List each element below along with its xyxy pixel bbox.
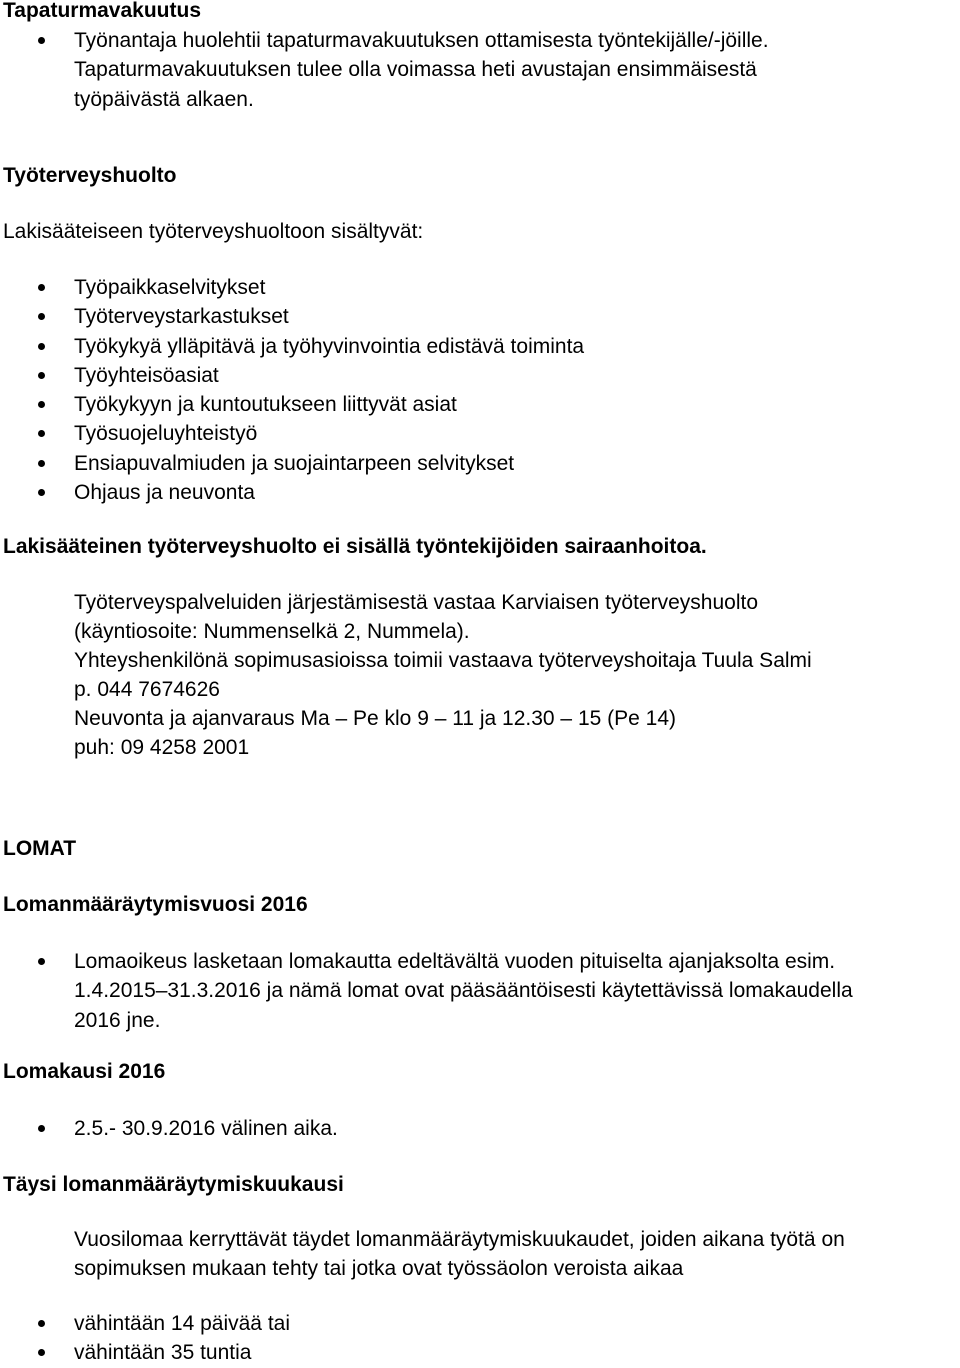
list-item xyxy=(0,302,584,331)
bullet-icon xyxy=(38,343,45,350)
list-item xyxy=(0,478,584,507)
bullet-icon xyxy=(38,1349,45,1356)
paragraph-line: Vuosilomaa kerryttävät täydet lomanmääräytymiskuukaudet, joiden aikana työtä on xyxy=(74,1228,845,1251)
list-item-text: vähintään 14 päivää tai xyxy=(74,1312,290,1335)
subheading-taysi-lomanmaaraytymiskuukausi: Täysi lomanmääräytymiskuukausi xyxy=(3,1173,344,1196)
list-item-line: Lomaoikeus lasketaan lomakautta edeltävältä vuoden pituiselta ajanjaksolta esim. xyxy=(74,950,836,973)
list-item xyxy=(0,419,584,448)
bullet-icon xyxy=(38,430,45,437)
list-item xyxy=(0,449,584,478)
list-item-line: Tapaturmavakuutuksen tulee olla voimassa heti avustajan ensimmäisestä xyxy=(74,58,757,82)
maaraytymisvuosi-list xyxy=(0,947,853,1035)
taysi-list xyxy=(0,1309,290,1368)
list-item-text: vähintään 35 tuntia xyxy=(74,1341,252,1365)
list-item xyxy=(0,1338,290,1367)
list-item-text: Työpaikkaselvitykset xyxy=(74,276,266,299)
contact-line: p. 044 7674626 xyxy=(74,678,220,701)
list-item xyxy=(0,273,584,302)
intro-text: Lakisääteiseen työterveyshuoltoon sisältyvät: xyxy=(3,220,424,243)
list-item xyxy=(0,361,584,390)
bullet-icon xyxy=(38,372,45,379)
bullet-icon xyxy=(38,313,45,320)
bullet-icon xyxy=(38,37,45,44)
tapaturma-list xyxy=(0,26,769,114)
list-item-text: Työkykyyn ja kuntoutukseen liittyvät asiat xyxy=(74,393,457,417)
list-item-line: Työnantaja huolehtii tapaturmavakuutuksen ottamisesta työntekijälle/-jöille. xyxy=(74,29,769,52)
list-item-line: 2016 jne. xyxy=(74,1008,161,1032)
bullet-icon xyxy=(38,1125,45,1132)
list-item-text: Ensiapuvalmiuden ja suojaintarpeen selvitykset xyxy=(74,451,515,475)
paragraph-line: sopimuksen mukaan tehty tai jotka ovat työssäolon veroista aikaa xyxy=(74,1257,684,1280)
section-heading-lomat: LOMAT xyxy=(3,837,77,860)
bullet-icon xyxy=(38,284,45,291)
lomakausi-list xyxy=(0,1114,338,1143)
subheading-lomanmaaraytymisvuosi: Lomanmääräytymisvuosi 2016 xyxy=(3,893,308,916)
list-item xyxy=(0,390,584,419)
list-item-text: Työkykyä ylläpitävä ja työhyvinvointia edistävä toiminta xyxy=(74,334,585,358)
list-item xyxy=(0,332,584,361)
contact-line: (käyntiosoite: Nummenselkä 2, Nummela). xyxy=(74,620,470,643)
subheading-lomakausi: Lomakausi 2016 xyxy=(3,1060,166,1083)
list-item-text: Työterveystarkastukset xyxy=(74,305,289,329)
list-item-text: Työyhteisöasiat xyxy=(74,363,219,387)
contact-line: Neuvonta ja ajanvaraus Ma – Pe klo 9 – 11 ja 12.30 – 15 (Pe 14) xyxy=(74,707,676,730)
sairaanhoito-note: Lakisääteinen työterveyshuolto ei sisällä työntekijöiden sairaanhoitoa. xyxy=(3,535,707,558)
contact-line: Työterveyspalveluiden järjestämisestä vastaa Karviaisen työterveyshuolto xyxy=(74,591,759,614)
list-item xyxy=(0,26,769,114)
contact-line: puh: 09 4258 2001 xyxy=(74,736,250,759)
list-item-line: työpäivästä alkaen. xyxy=(74,87,254,111)
list-item-text: Työsuojeluyhteistyö xyxy=(74,422,258,446)
list-item-text: 2.5.- 30.9.2016 välinen aika. xyxy=(74,1117,338,1140)
bullet-icon xyxy=(38,958,45,965)
list-item-text: Ohjaus ja neuvonta xyxy=(74,481,255,505)
section-heading-tapaturmavakuutus: Tapaturmavakuutus xyxy=(3,0,201,22)
taysi-paragraph xyxy=(74,1225,845,1283)
bullet-icon xyxy=(38,401,45,408)
bullet-icon xyxy=(38,489,45,496)
tyoterveys-list xyxy=(0,273,584,507)
list-item xyxy=(0,947,853,1035)
list-item-line: 1.4.2015–31.3.2016 ja nämä lomat ovat pääsääntöisesti käytettävissä lomakaudella xyxy=(74,979,853,1003)
bullet-icon xyxy=(38,1320,45,1327)
contact-line: Yhteyshenkilönä sopimusasioissa toimii vastaava työterveyshoitaja Tuula Salmi xyxy=(74,649,812,672)
list-item xyxy=(0,1309,290,1338)
list-item xyxy=(0,1114,338,1143)
section-heading-tyoterveyshuolto: Työterveyshuolto xyxy=(3,164,177,187)
contact-info xyxy=(74,588,812,762)
bullet-icon xyxy=(38,460,45,467)
